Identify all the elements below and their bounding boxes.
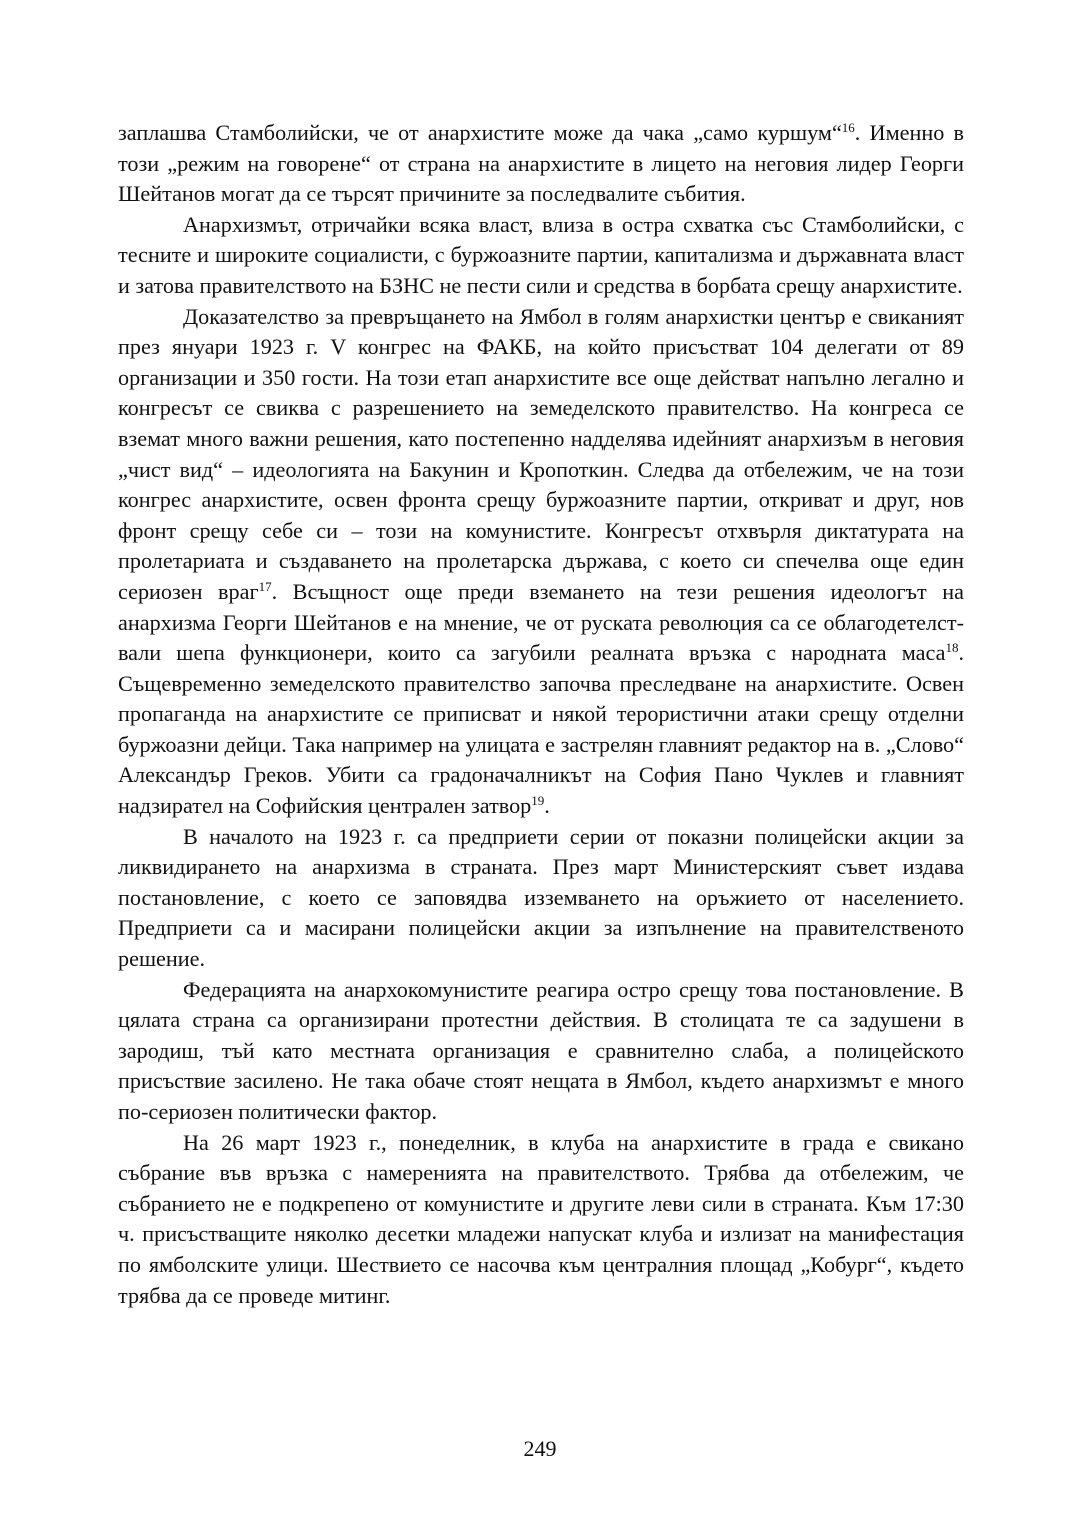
paragraph-6 <box>118 1128 964 1312</box>
paragraph-1-text-1: заплашва Стамболийски, че от анархистите може да чака „само куршум“ <box>118 120 842 145</box>
paragraph-5-text: Федерацията на анархокомунистите реагира остро срещу това постановление. В цялата страна са организирани протестни действия. В столицата те са задушени в зародиш, тъй като местната организация е сравнително слаба, а полицейското присъствие засилено. Не така обаче стоят нещата в Ямбол, където анархизмът е много по-сериозен политически фактор. <box>118 976 964 1124</box>
page-number: 249 <box>523 1436 557 1461</box>
paragraph-4-text: В началото на 1923 г. са предприети серии от показни полицейски акции за ликвидирането на анархизма в страната. През март Министерският съвет издава постановление, с което се заповядва изземването на оръжието от населението. Предприети са и масирани полицейски акции за изпълнение на правителственото решение. <box>118 823 964 972</box>
paragraph-3 <box>118 302 964 822</box>
paragraph-4 <box>118 822 964 975</box>
footnote-ref-19: 19 <box>531 793 545 809</box>
footnote-ref-17: 17 <box>258 578 272 594</box>
paragraph-3-text-2: . Всъщност още преди вземането на тези решения идеологът на анархизма Георги Шейтанов е на мнение, че от руската революция са се облагодетелствали шепа функционери, които са загубили реалната връзка с народната маса <box>118 578 964 666</box>
paragraph-3-text-4: . <box>544 793 550 819</box>
footnote-ref-18: 18 <box>945 640 959 656</box>
paragraph-2-text: Анархизмът, отричайки всяка власт, влиза в остра схватка със Стамболийски, с тесните и широките социалисти, с буржоазните партии, капитализма и държавната власт и затова правителството на БЗНС не пести сили и средства в борбата срещу анархистите. <box>118 211 964 298</box>
paragraph-1-text-2: . Именно в този „режим на говорене“ от страна на анархистите в лицето на неговия лидер Георги Шейтанов могат да се търсят причините за последвалите събития. <box>118 120 964 207</box>
paragraph-6-text: На 26 март 1923 г., понеделник, в клуба на анархистите в града е свикано събрание във връзка с намеренията на правителството. Трябва да отбележим, че събранието не е подкрепено от комунистите и другите леви сили в страната. Към 17:30 ч. присъстващите няколко десетки младежи напускат клуба и излизат на манифестация по ямболските улици. Шествието се насочва към централния площад „Кобург“, където трябва да се проведе митинг. <box>118 1129 964 1308</box>
footnote-ref-16: 16 <box>841 120 855 135</box>
paragraph-3-text-1: Доказателство за превръщането на Ямбол в голям анархистки център е свиканият през януари 1923 г. V конгрес на ФАКБ, на който присъстват 104 делегати от 89 организации и 350 гости. На този етап анархистите все още действат напълно легално и конгресът се свиква с разрешението на земеделското правителство. На конгреса се вземат много важни решения, като постепенно надделява идейният анархизъм в неговия „чист вид“ – идеологията на Бакунин и Кропоткин. Следва да отбележим, че на този конгрес анархистите, освен фронта срещу буржоазните партии, откриват и друг, нов фронт срещу себе си – този на комунистите. Конгресът отхвърля диктатурата на пролетариата и създаването на пролетарска държава, с което си спечелва още един сериозен враг <box>118 303 964 604</box>
paragraph-2 <box>118 210 964 302</box>
paragraph-5 <box>118 975 964 1128</box>
paragraph-1 <box>118 118 964 210</box>
page-body <box>118 118 964 1311</box>
paragraph-3-text-3: . Същевременно земеделското правителство започва преследване на анархистите. Освен пропаганда на анархистите се приписват и някой терористични атаки срещу отделни буржоазни дейци. Така например на улицата е застрелян главният редактор на в. „Слово“ Александър Греков. Убити са градоначалникът на София Пано Чуклев и главният надзирател на Софийския централен затвор <box>118 640 964 819</box>
